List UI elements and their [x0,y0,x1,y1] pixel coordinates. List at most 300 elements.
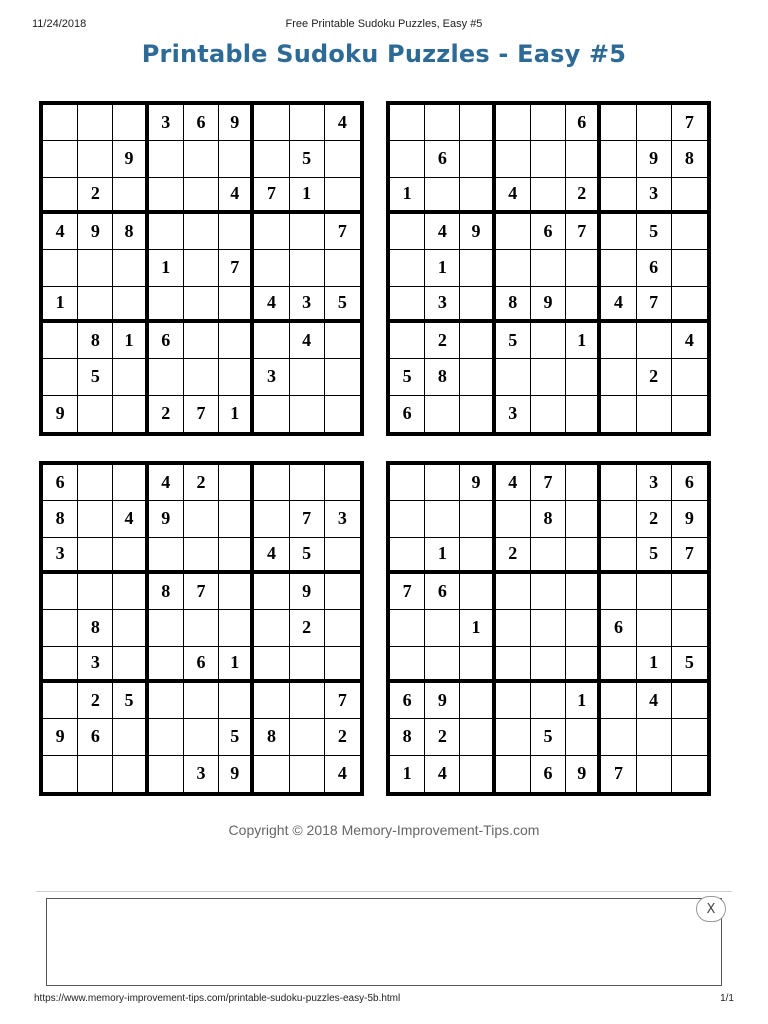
sudoku-cell [566,396,601,432]
sudoku-cell [531,538,566,574]
sudoku-cell: 6 [425,574,460,610]
sudoku-cell: 6 [672,465,707,501]
sudoku-cell [78,465,113,501]
sudoku-cell: 6 [184,647,219,683]
page-title: Printable Sudoku Puzzles - Easy #5 [141,40,627,68]
sudoku-cell [390,287,425,323]
sudoku-cell [390,323,425,359]
sudoku-cell [460,105,495,141]
sudoku-cell [254,501,289,537]
sudoku-cell: 9 [78,214,113,250]
sudoku-cell: 3 [254,359,289,395]
sudoku-cell: 5 [637,214,672,250]
sudoku-cell [290,396,325,432]
sudoku-cell [290,647,325,683]
sudoku-cell [113,719,148,755]
sudoku-cell [601,719,636,755]
sudoku-cell: 4 [149,465,184,501]
sudoku-cell: 5 [78,359,113,395]
sudoku-cell [78,141,113,177]
sudoku-cell [637,396,672,432]
print-header-title: Free Printable Sudoku Puzzles, Easy #5 [285,18,483,30]
sudoku-cell [149,756,184,792]
sudoku-cell [460,323,495,359]
sudoku-cell: 6 [78,719,113,755]
sudoku-cell [43,683,78,719]
sudoku-cell: 6 [601,610,636,646]
sudoku-cell: 9 [460,214,495,250]
sudoku-cell: 3 [290,287,325,323]
sudoku-cell [219,574,254,610]
sudoku-cell [460,287,495,323]
sudoku-cell [672,719,707,755]
ad-banner[interactable] [46,898,722,986]
sudoku-cell [672,287,707,323]
sudoku-cell: 1 [460,610,495,646]
sudoku-cell: 6 [637,250,672,286]
sudoku-cell [290,756,325,792]
sudoku-cell [496,574,531,610]
sudoku-cell: 9 [113,141,148,177]
sudoku-cell: 7 [601,756,636,792]
sudoku-cell [672,214,707,250]
sudoku-cell [566,465,601,501]
sudoku-cell [325,323,360,359]
sudoku-cell [219,683,254,719]
sudoku-cell [113,105,148,141]
sudoku-cell [601,501,636,537]
sudoku-cell [325,359,360,395]
sudoku-cell [254,214,289,250]
sudoku-cell [254,683,289,719]
sudoku-cell [325,141,360,177]
sudoku-cell [219,538,254,574]
sudoku-cell [149,610,184,646]
sudoku-cell [531,610,566,646]
sudoku-cell: 1 [149,250,184,286]
sudoku-cell: 4 [496,465,531,501]
sudoku-cell [149,719,184,755]
sudoku-cell [425,396,460,432]
sudoku-cell [290,214,325,250]
sudoku-cell: 1 [425,250,460,286]
sudoku-cell [254,465,289,501]
sudoku-cell [113,396,148,432]
sudoku-cell [425,501,460,537]
sudoku-cell [601,647,636,683]
sudoku-cell [254,105,289,141]
sudoku-cell [184,178,219,214]
sudoku-cell [149,141,184,177]
sudoku-cell [672,756,707,792]
sudoku-cell [531,574,566,610]
sudoku-cell: 1 [113,323,148,359]
sudoku-cell [43,141,78,177]
sudoku-cell [496,250,531,286]
sudoku-cell: 8 [425,359,460,395]
sudoku-cell [566,250,601,286]
sudoku-cell [496,647,531,683]
sudoku-cell [184,610,219,646]
sudoku-cell: 4 [425,214,460,250]
sudoku-cell: 8 [496,287,531,323]
sudoku-cell [637,574,672,610]
sudoku-cell: 4 [496,178,531,214]
sudoku-cell [496,683,531,719]
sudoku-cell: 8 [78,323,113,359]
sudoku-cell [460,141,495,177]
sudoku-cell: 3 [43,538,78,574]
sudoku-cell [184,501,219,537]
sudoku-cell [637,323,672,359]
sudoku-cell [325,465,360,501]
sudoku-cell [113,574,148,610]
sudoku-cell [496,214,531,250]
sudoku-cell [254,250,289,286]
sudoku-cell [113,538,148,574]
sudoku-cell [78,501,113,537]
sudoku-cell [566,287,601,323]
sudoku-cell: 4 [337,763,347,784]
sudoku-cell [460,683,495,719]
sudoku-cell: 4 [425,756,460,792]
sudoku-cell: 7 [637,287,672,323]
sudoku-cell [390,501,425,537]
sudoku-cell: 1 [637,647,672,683]
sudoku-cell: 7 [672,105,707,141]
sudoku-cell [601,178,636,214]
sudoku-cell: 1 [219,396,254,432]
sudoku-cell [425,610,460,646]
sudoku-cell: 4 [672,323,707,359]
sudoku-cell [566,141,601,177]
sudoku-cell [672,250,707,286]
sudoku-cell [531,105,566,141]
sudoku-cell: 6 [531,214,566,250]
sudoku-cell: 7 [219,250,254,286]
sudoku-cell [460,647,495,683]
sudoku-cell [325,538,360,574]
sudoku-cell [390,141,425,177]
sudoku-cell [290,683,325,719]
sudoku-cell [672,396,707,432]
sudoku-cell [460,756,495,792]
sudoku-cell [254,756,289,792]
sudoku-cell [78,574,113,610]
sudoku-cell [184,250,219,286]
sudoku-cell: 8 [78,610,113,646]
sudoku-cell [43,178,78,214]
sudoku-cell [425,178,460,214]
sudoku-cell: 1 [43,287,78,323]
sudoku-cell [149,214,184,250]
sudoku-cell [390,647,425,683]
sudoku-cell: 7 [325,214,360,250]
sudoku-cell [184,323,219,359]
sudoku-cell [390,538,425,574]
sudoku-cell: 7 [184,574,219,610]
sudoku-cell [325,396,360,432]
sudoku-cell: 9 [219,756,254,792]
sudoku-cell: 6 [43,465,78,501]
sudoku-cell [113,178,148,214]
sudoku-cell [460,178,495,214]
sudoku-cell [219,141,254,177]
sudoku-cell [531,396,566,432]
sudoku-cell [601,574,636,610]
sudoku-cell [496,105,531,141]
sudoku-cell [254,396,289,432]
sudoku-cell: 9 [425,683,460,719]
sudoku-cell: 8 [531,501,566,537]
sudoku-cell: 4 [254,287,289,323]
sudoku-cell: 6 [531,756,566,792]
sudoku-cell: 8 [672,141,707,177]
sudoku-cell [78,287,113,323]
sudoku-cell: 9 [219,105,254,141]
sudoku-cell [113,287,148,323]
sudoku-cell [460,359,495,395]
sudoku-cell: 9 [566,756,601,792]
sudoku-cell: 6 [184,105,219,141]
sudoku-cell: 5 [219,719,254,755]
sudoku-cell [113,359,148,395]
sudoku-cell [601,323,636,359]
sudoku-cell [78,756,113,792]
sudoku-cell: 4 [601,287,636,323]
sudoku-cell [43,756,78,792]
sudoku-cell [78,250,113,286]
sudoku-cell: 9 [672,501,707,537]
sudoku-cell: 7 [672,538,707,574]
sudoku-cell [219,323,254,359]
sudoku-cell [460,719,495,755]
sudoku-cell: 6 [566,105,601,141]
sudoku-cell [390,105,425,141]
sudoku-cell: 8 [254,719,289,755]
sudoku-cell [390,465,425,501]
sudoku-cell [601,359,636,395]
divider [36,891,732,892]
sudoku-cell [672,178,707,214]
sudoku-cell [254,647,289,683]
sudoku-cell [43,610,78,646]
sudoku-cell [149,359,184,395]
sudoku-cell [460,501,495,537]
sudoku-cell [672,610,707,646]
sudoku-cell [566,719,601,755]
sudoku-cell [184,287,219,323]
sudoku-cell: 5 [496,323,531,359]
sudoku-cell [290,465,325,501]
sudoku-cell [425,647,460,683]
sudoku-cell [219,610,254,646]
sudoku-cell [601,214,636,250]
sudoku-cell: 7 [531,465,566,501]
sudoku-cell: 6 [149,323,184,359]
sudoku-cell [601,250,636,286]
sudoku-cell: 2 [425,719,460,755]
print-header-date: 11/24/2018 [32,18,87,30]
sudoku-cell: 6 [390,396,425,432]
sudoku-cell: 2 [325,719,360,755]
sudoku-cell [460,396,495,432]
sudoku-cell [113,647,148,683]
sudoku-cell [113,250,148,286]
sudoku-cell: 4 [254,538,289,574]
sudoku-cell [43,647,78,683]
sudoku-cell: 3 [496,396,531,432]
sudoku-cell [325,610,360,646]
sudoku-cell: 7 [184,396,219,432]
sudoku-cell: 9 [43,719,78,755]
sudoku-cell: 1 [566,683,601,719]
sudoku-cell [566,574,601,610]
sudoku-cell [43,359,78,395]
sudoku-cell [149,647,184,683]
sudoku-cell: 1 [290,178,325,214]
sudoku-cell [78,538,113,574]
sudoku-cell: 5 [672,647,707,683]
sudoku-cell [531,323,566,359]
sudoku-cell [566,359,601,395]
sudoku-cell [637,105,672,141]
sudoku-cell: 6 [390,683,425,719]
sudoku-cell: 9 [149,501,184,537]
sudoku-cell: 2 [184,465,219,501]
sudoku-cell [43,105,78,141]
sudoku-cell [672,359,707,395]
sudoku-cell: 5 [113,683,148,719]
sudoku-cell: 1 [390,178,425,214]
sudoku-cell [78,105,113,141]
sudoku-cell: 3 [637,465,672,501]
sudoku-cell [531,359,566,395]
sudoku-cell [219,359,254,395]
sudoku-cell: 5 [325,287,360,323]
sudoku-cell [184,719,219,755]
sudoku-cell: 2 [425,323,460,359]
sudoku-cell [601,141,636,177]
sudoku-cell [637,610,672,646]
sudoku-cell: 9 [290,574,325,610]
sudoku-cell: 8 [43,501,78,537]
sudoku-cell [460,250,495,286]
sudoku-cell [149,538,184,574]
sudoku-cell [290,250,325,286]
sudoku-cell [390,610,425,646]
sudoku-cell: 3 [149,105,184,141]
sudoku-cell [149,287,184,323]
sudoku-cell [113,610,148,646]
sudoku-cell [601,105,636,141]
sudoku-cell [637,756,672,792]
sudoku-cell [460,538,495,574]
sudoku-cell: 2 [149,396,184,432]
sudoku-cell [184,538,219,574]
sudoku-cell: 2 [637,359,672,395]
sudoku-cell [78,396,113,432]
print-footer-url: https://www.memory-improvement-tips.com/printable-sudoku-puzzles-easy-5b.html [34,993,401,1004]
sudoku-cell: 5 [390,359,425,395]
sudoku-cell [460,574,495,610]
close-icon[interactable]: X [696,896,726,922]
sudoku-cell: 2 [566,178,601,214]
sudoku-cell [496,359,531,395]
sudoku-cell [254,610,289,646]
sudoku-cell: 4 [219,178,254,214]
sudoku-cell [43,574,78,610]
sudoku-cell [219,465,254,501]
copyright-notice: Copyright © 2018 Memory-Improvement-Tips.com [228,822,540,838]
sudoku-cell: 2 [78,683,113,719]
sudoku-cell [637,719,672,755]
sudoku-cell: 1 [425,538,460,574]
sudoku-cell [184,683,219,719]
sudoku-cell [149,178,184,214]
sudoku-cell [531,178,566,214]
sudoku-cell: 3 [78,647,113,683]
sudoku-cell: 6 [425,141,460,177]
sudoku-cell [43,323,78,359]
sudoku-cell: 1 [219,647,254,683]
sudoku-cell: 1 [566,323,601,359]
sudoku-cell [184,214,219,250]
sudoku-cell [254,323,289,359]
sudoku-cell: 2 [290,610,325,646]
sudoku-cell [601,538,636,574]
sudoku-cell: 3 [425,287,460,323]
sudoku-puzzle-3 [39,461,364,796]
sudoku-puzzle-1 [39,101,364,436]
sudoku-cell [566,610,601,646]
sudoku-cell: 3 [184,756,219,792]
sudoku-cell: 5 [531,719,566,755]
sudoku-cell [566,501,601,537]
sudoku-cell: 3 [325,501,360,537]
sudoku-cell: 5 [637,538,672,574]
sudoku-cell: 7 [290,501,325,537]
sudoku-cell: 5 [290,538,325,574]
sudoku-cell [496,141,531,177]
sudoku-cell [290,105,325,141]
sudoku-cell [184,359,219,395]
sudoku-cell [254,574,289,610]
sudoku-cell [531,141,566,177]
sudoku-cell [219,501,254,537]
sudoku-cell [390,214,425,250]
sudoku-cell [254,141,289,177]
sudoku-cell [113,756,148,792]
sudoku-cell: 7 [254,178,289,214]
sudoku-cell [496,610,531,646]
sudoku-cell: 7 [390,574,425,610]
sudoku-cell [531,647,566,683]
sudoku-cell [425,105,460,141]
sudoku-cell: 4 [113,501,148,537]
sudoku-cell [219,287,254,323]
sudoku-cell: 5 [290,141,325,177]
sudoku-cell: 9 [637,141,672,177]
sudoku-cell: 3 [637,178,672,214]
sudoku-cell: 9 [460,465,495,501]
sudoku-cell [325,250,360,286]
sudoku-cell [672,683,707,719]
sudoku-cell [219,214,254,250]
sudoku-cell [390,250,425,286]
sudoku-cell [496,501,531,537]
sudoku-cell [496,756,531,792]
